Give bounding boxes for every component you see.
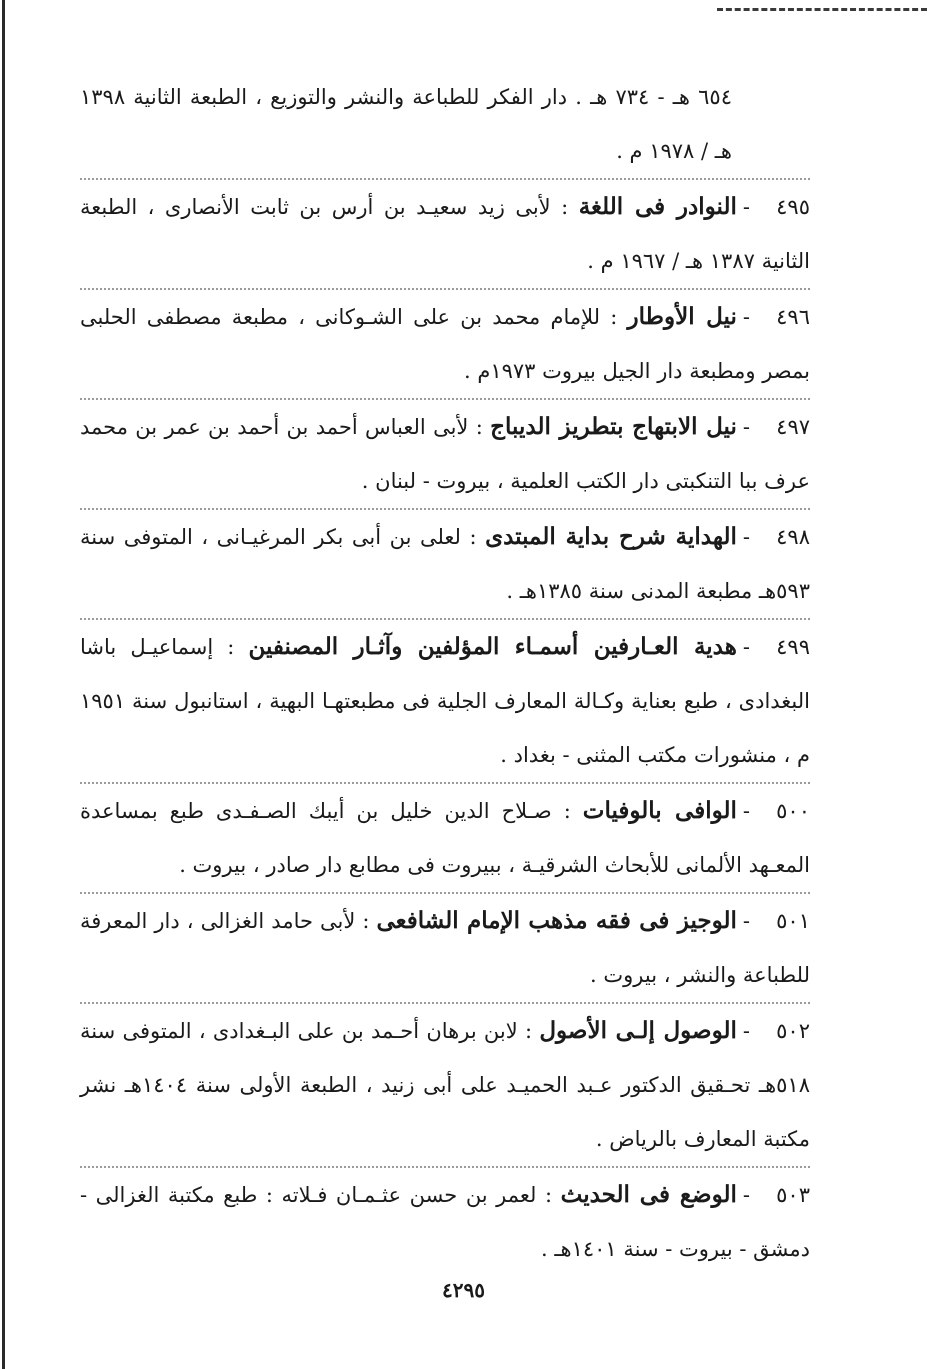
scan-top-edge — [717, 8, 927, 11]
entry-details: : صـلاح الدين خليل بن أيبك الصـفـدى طبع بمساعدة المعـهد الألمانى للأبحاث الشرقيـة ، ببيروت فى مطابع دار صادر ، بيروت . — [80, 799, 810, 877]
entry-details: : لأبى حامد الغزالى ، دار المعرفة للطباعة والنشر ، بيروت . — [80, 909, 810, 987]
page-number: ٤٢٩٥ — [442, 1278, 485, 1302]
entry-title: هدية العـارفين أسمـاء المؤلفين وآثـار المصنفين — [248, 633, 737, 660]
bibliography-entry — [80, 892, 810, 1002]
continued-entry-text: ٦٥٤ هـ - ٧٣٤ هـ . دار الفكر للطباعة والنشر والتوزيع ، الطبعة الثانية ١٣٩٨ هـ / ١٩٧٨ م . — [80, 85, 732, 163]
bibliography-entry — [80, 1002, 810, 1166]
entry-details: : للإمام محمد بن على الشـوكانى ، مطبعة مصطفى الحلبى بمصر ومطبعة دار الجيل بيروت ١٩٧٣م . — [80, 305, 810, 383]
entry-title: الوافى بالوفيات — [582, 797, 737, 824]
bibliography-entry — [80, 508, 810, 618]
entry-number: ٥٠١ — [776, 909, 810, 933]
entry-dash: - — [742, 1019, 750, 1043]
entry-details: : لعلى بن أبى بكر المرغيـانى ، المتوفى سنة ٥٩٣هـ مطبعة المدنى سنة ١٣٨٥هـ . — [80, 525, 810, 603]
bibliography-entry — [80, 782, 810, 892]
entry-details: : لابن برهان أحـمد بن على البـغدادى ، المتوفى سنة ٥١٨هـ تحـقيق الدكتور عـبد الحميـد على أبى زنيد ، الطبعة الأولى سنة ١٤٠٤هـ نشر مكتبة المعارف بالرياض . — [80, 1019, 810, 1151]
entry-dash: - — [742, 1183, 750, 1207]
entry-number: ٤٩٥ — [776, 195, 810, 219]
bibliography-entry — [80, 178, 810, 288]
continued-entry — [80, 70, 732, 178]
bibliography-entry — [80, 398, 810, 508]
entry-dash: - — [742, 305, 750, 329]
entry-dash: - — [742, 909, 750, 933]
entry-title: النوادر فى اللغة — [578, 193, 737, 220]
entry-number: ٤٩٩ — [776, 635, 810, 659]
entry-title: نيل الابتهاج بتطريز الديباج — [490, 413, 737, 440]
entry-dash: - — [742, 415, 751, 439]
entry-number: ٥٠٠ — [776, 799, 810, 823]
entry-number: ٤٩٨ — [776, 525, 810, 549]
entry-number: ٥٠٣ — [776, 1183, 810, 1207]
bibliography-entry — [80, 618, 810, 782]
entry-details: : لأبى زيد سعيـد بن أرس بن ثابت الأنصارى ، الطبعة الثانية ١٣٨٧ هـ / ١٩٦٧ م . — [80, 195, 810, 273]
entry-dash: - — [742, 525, 750, 549]
entry-number: ٤٩٦ — [776, 305, 810, 329]
entry-title: الوضع فى الحديث — [560, 1181, 737, 1208]
entry-details: : إسماعيـل باشا البغدادى ، طبع بعناية وكـالة المعارف الجلية فى مطبعتهـا البهية ، استانبول سنة ١٩٥١ م ، منشورات مكتب المثنى - بغداد . — [80, 635, 810, 767]
entry-dash: - — [742, 195, 750, 219]
bibliography-list — [80, 70, 810, 1276]
entry-title: الوجيز فى فقه مذهب الإمام الشافعى — [376, 907, 737, 934]
entry-title: نيل الأوطار — [627, 303, 737, 330]
entry-number: ٥٠٢ — [776, 1019, 810, 1043]
bibliography-entry — [80, 1166, 810, 1276]
entry-number: ٤٩٧ — [776, 415, 811, 439]
entry-title: الهداية شرح بداية المبتدى — [485, 523, 737, 550]
entry-title: الوصول إلـى الأصول — [539, 1017, 737, 1044]
entry-details: : لأبى العباس أحمد بن أحمد بن عمر بن محمد عرف ببا التنكبتى دار الكتب العلمية ، بيروت - لبنان . — [80, 415, 810, 493]
scan-left-edge — [2, 0, 5, 1369]
entry-dash: - — [742, 799, 750, 823]
entry-dash: - — [742, 635, 750, 659]
entry-details: : لعمر بن حسن عثـمـان فـلاته : طبع مكتبة الغزالى - دمشق - بيروت - سنة ١٤٠١هـ . — [80, 1183, 810, 1261]
bibliography-entry — [80, 288, 810, 398]
